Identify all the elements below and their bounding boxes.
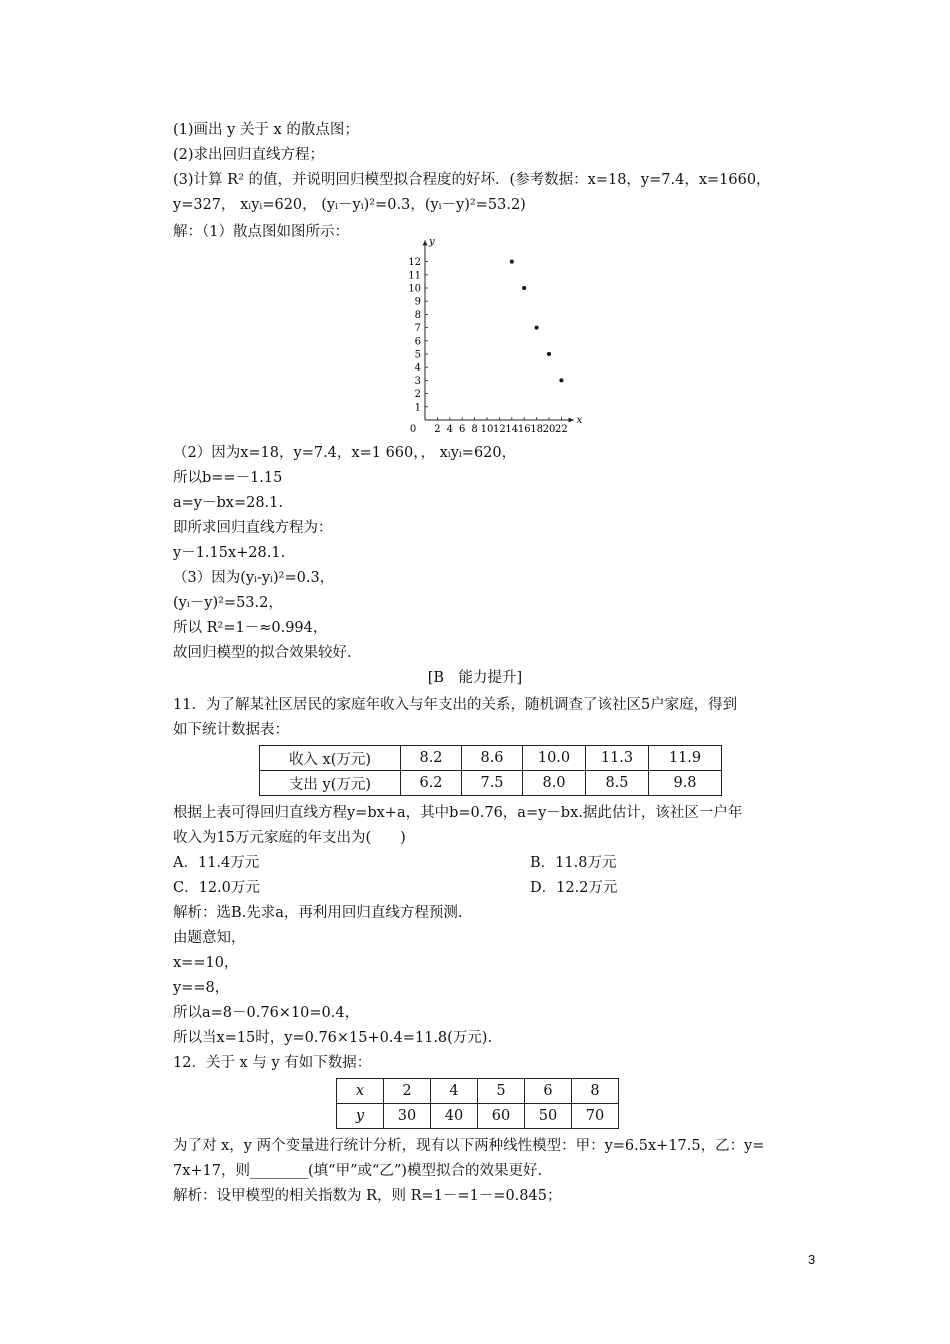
q10-sol2-line4: 即所求回归直线方程为：	[173, 520, 333, 536]
scatter-point	[510, 260, 514, 264]
q10-sol3-line2: (yᵢ－y)²=53.2，	[173, 595, 283, 611]
table-cell: 8.5	[586, 771, 649, 796]
y-tick-label: 10	[408, 283, 421, 295]
q10-sol2-line3: a=y－bx=28.1.	[173, 495, 283, 511]
y-tick-label: 5	[414, 349, 421, 361]
x-tick-label: 2	[434, 424, 441, 435]
x-tick-label: 20	[542, 424, 556, 435]
section-title: [B 能力提升]	[427, 670, 523, 686]
x-axis-label: x	[576, 415, 583, 426]
y-tick-label: 4	[414, 362, 421, 374]
table-cell: 40	[431, 1104, 478, 1129]
table-row	[337, 1079, 619, 1104]
x-tick-label: 12	[493, 424, 506, 435]
x-axis-arrow	[569, 418, 574, 423]
q11-after-line2: 收入为15万元家庭的年支出为( )	[173, 830, 406, 846]
scatter-plot	[395, 236, 595, 438]
q10-solution-intro: 解：（1）散点图如图所示：	[173, 224, 349, 240]
q11-option-d: D．12.2万元	[530, 880, 618, 896]
table-row	[337, 1104, 619, 1129]
q11-analysis-line: 所以当x=15时，y=0.76×15+0.4=11.8(万元).	[173, 1030, 493, 1046]
q10-sub2: (2)求出回归直线方程；	[173, 147, 325, 163]
q11-option-a: A．11.4万元	[173, 855, 260, 871]
y-tick-label: 1	[414, 402, 421, 414]
scatter-point	[535, 326, 539, 330]
q11-stem-line1: 11．为了解某社区居民的家庭年收入与年支出的关系，随机调查了该社区5户家庭，得到	[173, 697, 738, 713]
table-cell: 30	[384, 1104, 431, 1129]
q12-analysis: 解析：设甲模型的相关指数为 R，则 R=1－=1－=0.845；	[173, 1188, 562, 1204]
x-tick-label: 18	[530, 424, 543, 435]
table-cell: 9.8	[649, 771, 722, 796]
table-cell: 6.2	[401, 771, 462, 796]
x-tick-label: 4	[446, 424, 453, 435]
x-tick-label: 0	[409, 424, 417, 435]
y-axis-label: y	[429, 236, 435, 248]
q11-analysis-line: 由题意知，	[173, 930, 246, 946]
y-tick-label: 12	[408, 257, 421, 269]
table-cell: 6	[525, 1079, 572, 1104]
q10-sol3-line3: 所以 R²=1－≈0.994，	[173, 620, 328, 636]
page-number: 3	[808, 1252, 816, 1267]
x-tick-label: 14	[505, 424, 519, 435]
scatter-point	[559, 378, 563, 382]
table-row-label: y	[337, 1104, 384, 1129]
q12-after-line2: 7x+17，则________(填“甲”或“乙”)模型拟合的效果更好.	[173, 1163, 543, 1179]
table-cell: 7.5	[462, 771, 523, 796]
x-tick-label: 8	[471, 424, 478, 435]
y-tick-label: 9	[414, 296, 421, 308]
table-cell: 8.2	[401, 746, 462, 771]
y-tick-label: 7	[414, 323, 421, 335]
q11-analysis-line: 解析：选B.先求a，再利用回归直线方程预测.	[173, 905, 463, 921]
table-cell: 5	[478, 1079, 525, 1104]
q11-after-line1: 根据上表可得回归直线方程y=bx+a，其中b=0.76，a=y－bx.据此估计，该社区一户年	[173, 805, 743, 821]
q12-stem: 12．关于 x 与 y 有如下数据：	[173, 1055, 372, 1071]
q10-sol3-line4: 故回归模型的拟合效果较好.	[173, 645, 352, 661]
table-cell: 4	[431, 1079, 478, 1104]
table-cell: 10.0	[523, 746, 586, 771]
q11-data-table	[259, 745, 722, 796]
q10-sol2-line1: （2）因为x=18，y=7.4，x=1 660，， xᵢyᵢ=620，	[173, 445, 517, 461]
y-tick-label: 3	[414, 375, 421, 387]
q11-analysis-line: 所以a=8－0.76×10=0.4，	[173, 1005, 360, 1021]
y-tick-label: 2	[414, 389, 421, 401]
table-row-label: x	[337, 1079, 384, 1104]
table-cell: 8	[572, 1079, 619, 1104]
table-cell: 8.6	[462, 746, 523, 771]
q11-stem-line2: 如下统计数据表：	[173, 722, 289, 738]
table-cell: 2	[384, 1079, 431, 1104]
table-cell: 50	[525, 1104, 572, 1129]
table-row-label: 支出 y(万元)	[260, 771, 401, 796]
scatter-point	[547, 352, 551, 356]
table-row-label: 收入 x(万元)	[260, 746, 401, 771]
q10-sol2-line5: y－1.15x+28.1.	[173, 545, 286, 561]
q10-sub3-line1: (3)计算 R² 的值，并说明回归模型拟合程度的好坏．(参考数据：x=18，y=7.4，x=1660，	[173, 172, 771, 188]
table-row	[260, 746, 722, 771]
q10-sol3-line1: （3）因为(yᵢ-yᵢ)²=0.3，	[173, 570, 335, 586]
table-row	[260, 771, 722, 796]
scatter-point	[522, 286, 526, 290]
q10-sol2-line2: 所以b==－1.15	[173, 470, 283, 486]
q12-data-table	[336, 1078, 619, 1129]
x-tick-label: 22	[555, 424, 568, 435]
table-cell: 11.9	[649, 746, 722, 771]
x-tick-label: 10	[480, 424, 494, 435]
q10-sub3-line2: y=327， xᵢyᵢ=620， (yᵢ－yᵢ)²=0.3，(yᵢ－y)²=53.2)	[173, 197, 526, 213]
table-cell: 11.3	[586, 746, 649, 771]
y-tick-label: 6	[414, 336, 421, 348]
y-tick-label: 8	[414, 309, 421, 321]
x-tick-label: 6	[459, 424, 466, 435]
q11-option-b: B．11.8万元	[530, 855, 617, 871]
table-cell: 8.0	[523, 771, 586, 796]
y-tick-label: 11	[408, 270, 421, 282]
q10-sub1: (1)画出 y 关于 x 的散点图；	[173, 122, 359, 138]
table-cell: 70	[572, 1104, 619, 1129]
table-cell: 60	[478, 1104, 525, 1129]
y-axis-arrow	[423, 240, 428, 245]
q12-after-line1: 为了对 x，y 两个变量进行统计分析，现有以下两种线性模型：甲：y=6.5x+17.5，乙：y=	[173, 1138, 765, 1154]
q11-analysis-line: y==8，	[173, 980, 230, 996]
x-tick-label: 16	[517, 424, 531, 435]
q11-option-c: C．12.0万元	[173, 880, 260, 896]
q11-analysis-line: x==10，	[173, 955, 239, 971]
